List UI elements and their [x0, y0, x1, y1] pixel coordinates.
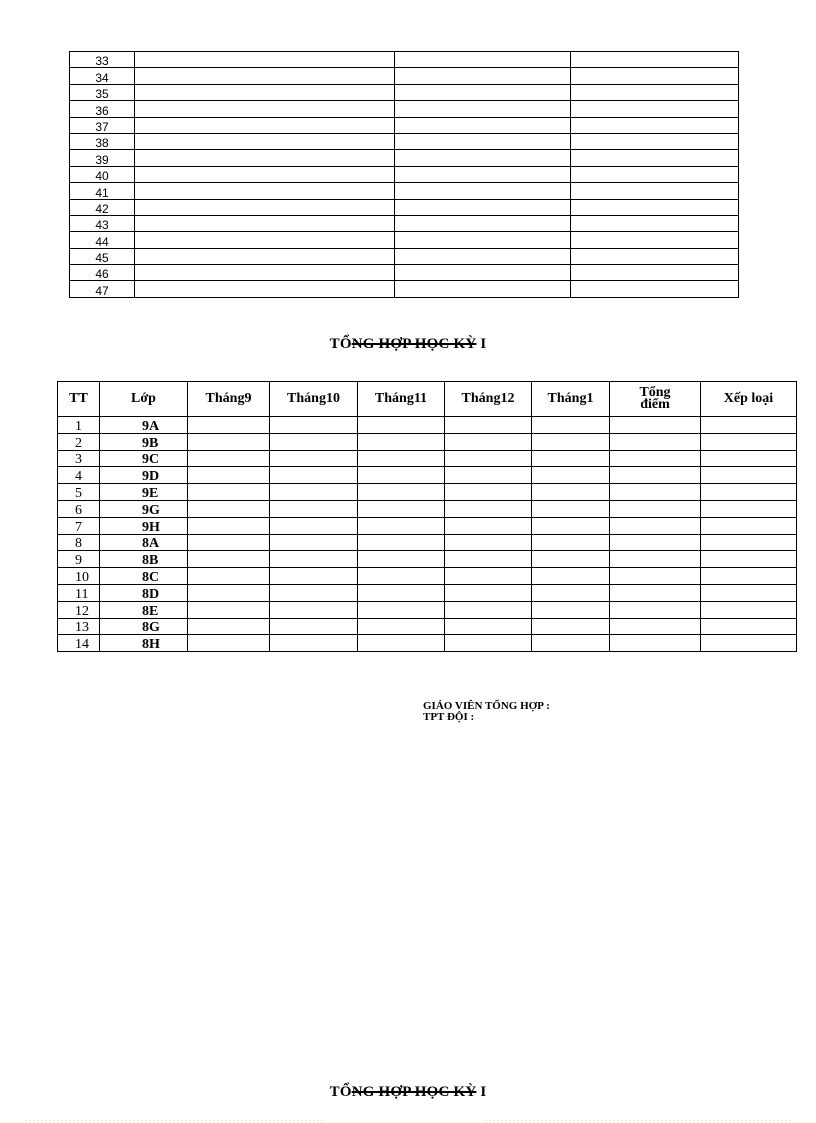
score-cell: [188, 618, 270, 635]
row-index: 8: [58, 534, 100, 551]
empty-cell: [571, 68, 739, 84]
score-cell: [445, 584, 532, 601]
row-index: 10: [58, 568, 100, 585]
score-cell: [358, 618, 445, 635]
score-cell: [610, 433, 701, 450]
semester-summary-table: [57, 381, 797, 652]
row-number: 33: [70, 52, 135, 68]
empty-cell: [571, 265, 739, 281]
class-name: 8H: [100, 635, 188, 652]
student-row: [70, 281, 739, 297]
header-month-12: Tháng12: [445, 382, 532, 417]
row-index: 13: [58, 618, 100, 635]
empty-cell: [135, 150, 395, 166]
class-row: [58, 484, 797, 501]
score-cell: [445, 635, 532, 652]
empty-cell: [135, 183, 395, 199]
row-number: 34: [70, 68, 135, 84]
score-cell: [701, 500, 797, 517]
class-row: [58, 450, 797, 467]
score-cell: [188, 568, 270, 585]
footer-summary-title: TỔNG HỢP HỌC KỲ I: [329, 1084, 487, 1100]
score-cell: [270, 433, 358, 450]
score-cell: [270, 601, 358, 618]
empty-cell: [571, 232, 739, 248]
row-number: 42: [70, 199, 135, 215]
score-cell: [358, 417, 445, 434]
score-cell: [532, 517, 610, 534]
score-cell: [270, 450, 358, 467]
empty-cell: [395, 84, 571, 100]
score-cell: [270, 618, 358, 635]
score-cell: [358, 568, 445, 585]
class-name: 8E: [100, 601, 188, 618]
row-index: 2: [58, 433, 100, 450]
score-cell: [270, 467, 358, 484]
score-cell: [701, 534, 797, 551]
score-cell: [610, 551, 701, 568]
score-cell: [532, 467, 610, 484]
student-row: [70, 150, 739, 166]
score-cell: [701, 584, 797, 601]
score-cell: [188, 635, 270, 652]
score-cell: [445, 484, 532, 501]
score-cell: [610, 467, 701, 484]
score-cell: [532, 551, 610, 568]
score-cell: [701, 450, 797, 467]
empty-cell: [395, 150, 571, 166]
empty-cell: [395, 265, 571, 281]
score-cell: [701, 467, 797, 484]
score-cell: [270, 500, 358, 517]
row-number: 35: [70, 84, 135, 100]
class-name: 9B: [100, 433, 188, 450]
row-number: 46: [70, 265, 135, 281]
empty-cell: [395, 133, 571, 149]
class-row: [58, 584, 797, 601]
score-cell: [610, 417, 701, 434]
row-index: 3: [58, 450, 100, 467]
class-row: [58, 568, 797, 585]
score-cell: [270, 568, 358, 585]
score-cell: [188, 467, 270, 484]
empty-cell: [395, 281, 571, 297]
score-cell: [358, 484, 445, 501]
score-cell: [701, 517, 797, 534]
empty-cell: [135, 117, 395, 133]
score-cell: [701, 417, 797, 434]
empty-cell: [395, 232, 571, 248]
empty-cell: [395, 166, 571, 182]
empty-cell: [571, 117, 739, 133]
class-name: 9D: [100, 467, 188, 484]
student-row: [70, 199, 739, 215]
summary-body: [58, 417, 797, 652]
class-row: [58, 635, 797, 652]
row-number: 44: [70, 232, 135, 248]
student-row: [70, 52, 739, 68]
score-cell: [188, 534, 270, 551]
score-cell: [610, 534, 701, 551]
score-cell: [445, 500, 532, 517]
score-cell: [701, 635, 797, 652]
row-number: 40: [70, 166, 135, 182]
class-row: [58, 618, 797, 635]
empty-cell: [395, 248, 571, 264]
summary-title: TỔNG HỢP HỌC KỲ I: [329, 336, 487, 352]
empty-cell: [135, 166, 395, 182]
teacher-signature-label: GIÁO VIÊN TỔNG HỢP :: [423, 700, 550, 712]
student-row: [70, 232, 739, 248]
score-cell: [532, 500, 610, 517]
score-cell: [445, 417, 532, 434]
score-cell: [532, 618, 610, 635]
empty-cell: [395, 101, 571, 117]
class-row: [58, 551, 797, 568]
score-cell: [270, 584, 358, 601]
score-cell: [188, 601, 270, 618]
empty-cell: [135, 199, 395, 215]
score-cell: [270, 517, 358, 534]
student-row: [70, 265, 739, 281]
header-ranking: Xếp loại: [701, 382, 797, 417]
score-cell: [445, 568, 532, 585]
row-index: 7: [58, 517, 100, 534]
empty-cell: [571, 52, 739, 68]
summary-header-row: [58, 382, 797, 417]
score-cell: [532, 417, 610, 434]
row-index: 6: [58, 500, 100, 517]
row-number: 43: [70, 215, 135, 231]
score-cell: [532, 568, 610, 585]
class-row: [58, 417, 797, 434]
row-index: 12: [58, 601, 100, 618]
class-row: [58, 534, 797, 551]
score-cell: [610, 568, 701, 585]
score-cell: [188, 500, 270, 517]
score-cell: [188, 450, 270, 467]
empty-cell: [571, 150, 739, 166]
score-cell: [532, 534, 610, 551]
row-number: 39: [70, 150, 135, 166]
header-class: Lớp: [100, 382, 188, 417]
row-index: 9: [58, 551, 100, 568]
student-row: [70, 117, 739, 133]
header-tt: TT: [58, 382, 100, 417]
class-name: 9G: [100, 500, 188, 517]
score-cell: [445, 601, 532, 618]
row-index: 4: [58, 467, 100, 484]
header-month-1: Tháng1: [532, 382, 610, 417]
row-number: 45: [70, 248, 135, 264]
score-cell: [188, 517, 270, 534]
score-cell: [532, 584, 610, 601]
class-row: [58, 467, 797, 484]
empty-cell: [135, 265, 395, 281]
empty-cell: [135, 101, 395, 117]
score-cell: [358, 450, 445, 467]
row-number: 37: [70, 117, 135, 133]
class-row: [58, 500, 797, 517]
empty-cell: [135, 232, 395, 248]
row-index: 1: [58, 417, 100, 434]
score-cell: [701, 484, 797, 501]
empty-cell: [395, 215, 571, 231]
score-cell: [358, 534, 445, 551]
score-cell: [610, 484, 701, 501]
score-cell: [188, 484, 270, 501]
score-cell: [358, 467, 445, 484]
empty-cell: [135, 133, 395, 149]
score-cell: [358, 635, 445, 652]
empty-cell: [135, 68, 395, 84]
score-cell: [358, 601, 445, 618]
student-row: [70, 68, 739, 84]
score-cell: [445, 534, 532, 551]
score-cell: [610, 584, 701, 601]
header-month-10: Tháng10: [270, 382, 358, 417]
empty-cell: [395, 183, 571, 199]
score-cell: [701, 618, 797, 635]
score-cell: [188, 551, 270, 568]
empty-cell: [135, 248, 395, 264]
empty-cell: [395, 68, 571, 84]
class-name: 8C: [100, 568, 188, 585]
score-cell: [445, 517, 532, 534]
class-name: 9E: [100, 484, 188, 501]
score-cell: [445, 433, 532, 450]
row-number: 36: [70, 101, 135, 117]
row-number: 38: [70, 133, 135, 149]
row-index: 11: [58, 584, 100, 601]
empty-cell: [135, 281, 395, 297]
score-cell: [445, 450, 532, 467]
score-cell: [701, 601, 797, 618]
class-name: 8D: [100, 584, 188, 601]
class-row: [58, 433, 797, 450]
empty-cell: [571, 133, 739, 149]
empty-cell: [135, 52, 395, 68]
student-row: [70, 166, 739, 182]
score-cell: [188, 584, 270, 601]
score-cell: [610, 450, 701, 467]
score-cell: [270, 534, 358, 551]
score-cell: [445, 467, 532, 484]
score-cell: [358, 433, 445, 450]
score-cell: [610, 618, 701, 635]
empty-cell: [571, 101, 739, 117]
score-cell: [610, 601, 701, 618]
empty-cell: [571, 281, 739, 297]
class-name: 9H: [100, 517, 188, 534]
class-name: 8G: [100, 618, 188, 635]
empty-cell: [135, 215, 395, 231]
student-row: [70, 101, 739, 117]
empty-cell: [571, 248, 739, 264]
student-row: [70, 133, 739, 149]
score-cell: [701, 433, 797, 450]
score-cell: [610, 517, 701, 534]
score-cell: [270, 551, 358, 568]
student-list-table: [69, 51, 739, 298]
score-cell: [358, 584, 445, 601]
empty-cell: [571, 199, 739, 215]
score-cell: [532, 433, 610, 450]
tpt-signature-label: TPT ĐỘI :: [423, 711, 475, 723]
score-cell: [445, 618, 532, 635]
score-cell: [358, 551, 445, 568]
empty-cell: [395, 52, 571, 68]
empty-cell: [571, 183, 739, 199]
row-number: 47: [70, 281, 135, 297]
header-total-score: Tổng điểm: [610, 382, 701, 417]
score-cell: [188, 433, 270, 450]
student-row: [70, 84, 739, 100]
row-index: 14: [58, 635, 100, 652]
empty-cell: [395, 117, 571, 133]
score-cell: [532, 601, 610, 618]
row-number: 41: [70, 183, 135, 199]
score-cell: [270, 484, 358, 501]
score-cell: [445, 551, 532, 568]
signature-block: [423, 701, 550, 723]
student-row: [70, 183, 739, 199]
class-row: [58, 517, 797, 534]
class-name: 9A: [100, 417, 188, 434]
score-cell: [532, 450, 610, 467]
student-list-body: [70, 52, 739, 298]
score-cell: [610, 500, 701, 517]
empty-cell: [571, 84, 739, 100]
header-month-11: Tháng11: [358, 382, 445, 417]
score-cell: [358, 517, 445, 534]
score-cell: [188, 417, 270, 434]
header-month-9: Tháng9: [188, 382, 270, 417]
empty-cell: [395, 199, 571, 215]
class-name: 8B: [100, 551, 188, 568]
empty-cell: [135, 84, 395, 100]
score-cell: [358, 500, 445, 517]
class-name: 8A: [100, 534, 188, 551]
empty-cell: [571, 215, 739, 231]
score-cell: [270, 417, 358, 434]
class-name: 9C: [100, 450, 188, 467]
score-cell: [610, 635, 701, 652]
score-cell: [532, 484, 610, 501]
score-cell: [701, 551, 797, 568]
student-row: [70, 215, 739, 231]
score-cell: [701, 568, 797, 585]
score-cell: [532, 635, 610, 652]
student-row: [70, 248, 739, 264]
row-index: 5: [58, 484, 100, 501]
class-row: [58, 601, 797, 618]
score-cell: [270, 635, 358, 652]
empty-cell: [571, 166, 739, 182]
